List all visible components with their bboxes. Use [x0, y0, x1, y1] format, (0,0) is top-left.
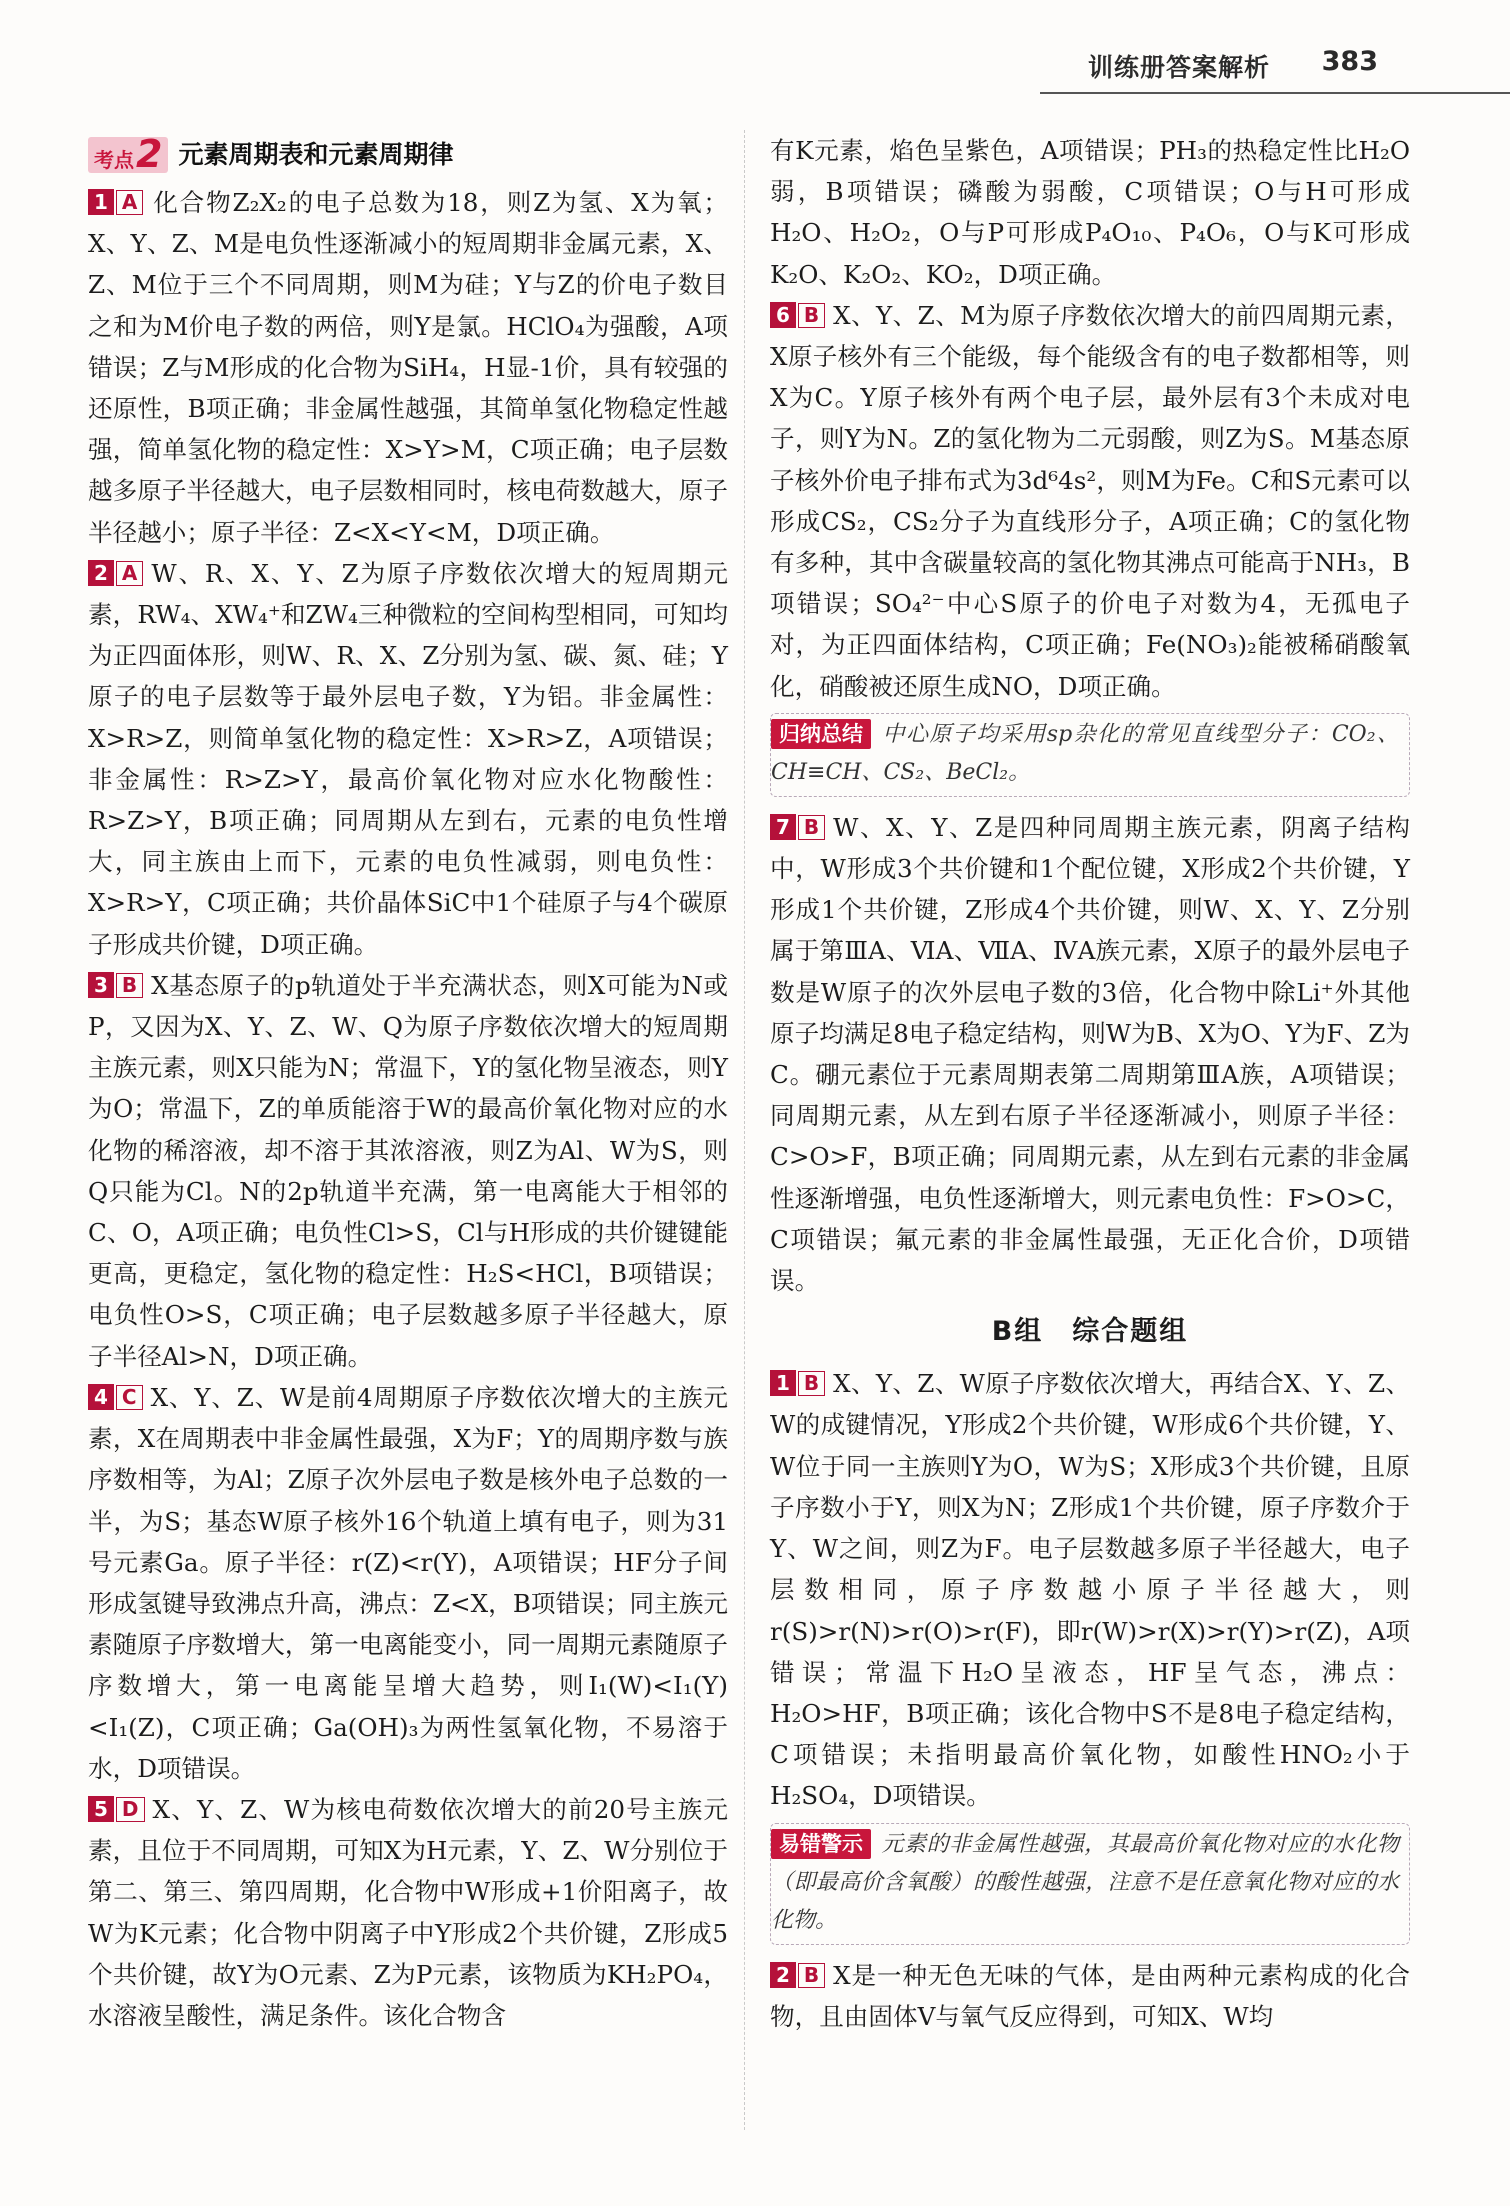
- question-text: X、Y、Z、W是前4周期原子序数依次增大的主族元素，X在周期表中非金属性最强，X为F；Y的周期序数与族序数相等，为Al；Z原子次外层电子数是核外电子总数的一半，为S；基态W原子核外16个轨道上填有电子，则为31号元素Ga。原子半径：r(Z)<r(Y)，A项错误；HF分子间形成氢键导致沸点升高，沸点：Z<X，B项错误；同主族元素随原子序数增大，第一电离能变小，同一周期元素随原子序数增大，第一电离能呈增大趋势，则I₁(W)<I₁(Y)<I₁(Z)，C项正确；Ga(OH)₃为两性氢氧化物，不易溶于水，D项错误。: [88, 1382, 728, 1783]
- question-text: X是一种无色无味的气体，是由两种元素构成的化合物，且由固体V与氧气反应得到，可知X、W均: [770, 1960, 1410, 2031]
- question-number: 2: [770, 1962, 796, 1988]
- question-number: 4: [88, 1384, 114, 1410]
- page-number: 383: [1321, 46, 1378, 77]
- section-heading: [88, 130, 728, 180]
- question-number: 6: [770, 302, 796, 328]
- question-number: 1: [770, 1370, 796, 1396]
- answer-label: D: [116, 1797, 145, 1822]
- group-b-heading: B组 综合题组: [991, 1316, 1189, 1348]
- note-text: 中心原子均采用sp杂化的常见直线型分子：CO₂、CH≡CH、CS₂、BeCl₂。: [771, 721, 1399, 785]
- question-4: [88, 1377, 728, 1789]
- header-title: 训练册答案解析: [1087, 53, 1270, 82]
- left-column: [88, 130, 728, 2036]
- question-3: [88, 965, 728, 1377]
- question-number: 3: [88, 972, 114, 998]
- question-number: 1: [88, 189, 114, 215]
- warning-note: [770, 1823, 1410, 1945]
- answer-label: A: [116, 561, 143, 586]
- question-5: [88, 1789, 728, 2036]
- summary-note: [770, 713, 1410, 797]
- question-text: W、X、Y、Z是四种同周期主族元素，阴离子结构中，W形成3个共价键和1个配位键，X形成2个共价键，Y形成1个共价键，Z形成4个共价键，则W、X、Y、Z分别属于第ⅢA、ⅥA、ⅦA、ⅣA族元素，X原子的最外层电子数是W原子的次外层电子数的3倍，化合物中除Li⁺外其他原子均满足8电子稳定结构，则W为B、X为O、Y为F、Z为C。硼元素位于元素周期表第二周期第ⅢA族，A项错误；同周期元素，从左到右原子半径逐渐减小，则原子半径：C>O>F，B项正确；同周期元素，从左到右元素的非金属性逐渐增强，电负性逐渐增大，则元素电负性：F>O>C，C项错误；氟元素的非金属性最强，无正化合价，D项错误。: [770, 812, 1410, 1296]
- question-text: 化合物Z₂X₂的电子总数为18，则Z为氢、X为氧；X、Y、Z、M是电负性逐渐减小的短周期非金属元素，X、Z、M位于三个不同周期，则M为硅；Y与Z的价电子数目之和为M价电子数的两倍，则Y是氯。HClO₄为强酸，A项错误；Z与M形成的化合物为SiH₄，H显-1价，具有较强的还原性，B项正确；非金属性越强，其简单氢化物稳定性越强，简单氢化物的稳定性：X>Y>M，C项正确；电子层数越多原子半径越大，电子层数相同时，核电荷数越大，原子半径越小；原子半径：Z<X<Y<M，D项正确。: [88, 188, 728, 547]
- section-badge-number: 2: [136, 132, 163, 176]
- question-text: X基态原子的p轨道处于半充满状态，则X可能为N或P，又因为X、Y、Z、W、Q为原子序数依次增大的短周期主族元素，则X只能为N；常温下，Y的氢化物呈液态，则Y为O；常温下，Z的单质能溶于W的最高价氧化物对应的水化物的稀溶液，却不溶于其浓溶液，则Z为Al、W为S，则Q只能为Cl。N的2p轨道半充满，第一电离能大于相邻的C、O，A项正确；电负性Cl>S，Cl与H形成的共价键键能更高，更稳定，氢化物的稳定性：H₂S<HCl，B项错误；电负性O>S，C项正确；电子层数越多原子半径越大，原子半径Al>N，D项正确。: [88, 970, 728, 1371]
- question-number: 5: [88, 1796, 114, 1822]
- group-b-question-2: [770, 1955, 1410, 2037]
- question-text: X、Y、Z、M为原子序数依次增大的前四周期元素，X原子核外有三个能级，每个能级含有的电子数都相等，则X为C。Y原子核外有两个电子层，最外层有3个未成对电子，则Y为N。Z的氢化物为二元弱酸，则Z为S。M基态原子核外价电子排布式为3d⁶4s²，则M为Fe。C和S元素可以形成CS₂，CS₂分子为直线形分子，A项正确；C的氢化物有多种，其中含碳量较高的氢化物其沸点可能高于NH₃，B项错误；SO₄²⁻中心S原子的价电子对数为4，无孤电子对，为正四面体结构，C项正确；Fe(NO₃)₂能被稀硝酸氧化，硝酸被还原生成NO，D项正确。: [770, 300, 1410, 701]
- answer-label: B: [116, 973, 143, 998]
- question-7: [770, 807, 1410, 1301]
- section-title: 元素周期表和元素周期律: [178, 140, 454, 170]
- question-5-continued: 有K元素，焰色呈紫色，A项错误；PH₃的热稳定性比H₂O弱，B项错误；磷酸为弱酸，C项错误；O与H可形成H₂O、H₂O₂，O与P可形成P₄O₁₀、P₄O₆，O与K可形成K₂O、K₂O₂、KO₂，D项正确。: [770, 136, 1410, 289]
- question-text: X、Y、Z、W为核电荷数依次增大的前20号主族元素，且位于不同周期，可知X为H元素，Y、Z、W分别位于第二、第三、第四周期，化合物中W形成+1价阳离子，故W为K元素；化合物中阴离子中Y形成2个共价键，Z形成5个共价键，故Y为O元素、Z为P元素，该物质为KH₂PO₄，水溶液呈酸性，满足条件。该化合物含: [88, 1794, 728, 2030]
- question-text: X、Y、Z、W原子序数依次增大，再结合X、Y、Z、W的成键情况，Y形成2个共价键，W形成6个共价键，Y、W位于同一主族则Y为O，W为S；X形成3个共价键，且原子序数小于Y，则X为N；Z形成1个共价键，原子序数介于Y、W之间，则Z为F。电子层数越多原子半径越大，电子层数相同，原子序数越小原子半径越大，则r(S)>r(N)>r(O)>r(F)，即r(W)>r(X)>r(Y)>r(Z)，A项错误；常温下H₂O呈液态，HF呈气态，沸点：H₂O>HF，B项正确；该化合物中S不是8电子稳定结构，C项错误；未指明最高价氧化物，如酸性HNO₂小于H₂SO₄，D项错误。: [770, 1369, 1410, 1811]
- answer-label: B: [798, 303, 825, 328]
- question-text: W、R、X、Y、Z为原子序数依次增大的短周期元素，RW₄、XW₄⁺和ZW₄三种微粒的空间构型相同，可知均为正四面体形，则W、R、X、Z分别为氢、碳、氮、硅；Y原子的电子层数等于最外层电子数，Y为铝。非金属性：X>R>Z，则简单氢化物的稳定性：X>R>Z，A项错误；非金属性：R>Z>Y，最高价氧化物对应水化物酸性：R>Z>Y，B项正确；同周期从左到右，元素的电负性增大，同主族由上而下，元素的电负性减弱，则电负性：X>R>Y，C项正确；共价晶体SiC中1个硅原子与4个碳原子形成共价键，D项正确。: [88, 558, 728, 959]
- header-rule: [1040, 92, 1510, 94]
- column-divider: [744, 130, 745, 2130]
- question-6: [770, 295, 1410, 707]
- answer-label: A: [116, 190, 143, 215]
- note-tag: 归纳总结: [771, 719, 871, 749]
- note-tag: 易错警示: [771, 1829, 871, 1859]
- answer-label: C: [116, 1385, 143, 1410]
- section-badge-text: 考点: [94, 148, 134, 172]
- page-header: [0, 0, 1510, 130]
- question-1: [88, 182, 728, 553]
- answer-label: B: [798, 815, 825, 840]
- question-number: 7: [770, 814, 796, 840]
- note-text: 元素的非金属性越强，其最高价氧化物对应的水化物（即最高价含氧酸）的酸性越强，注意不是任意氧化物对应的水化物。: [771, 1831, 1399, 1933]
- right-column: [770, 130, 1410, 2037]
- section-badge: [88, 132, 168, 176]
- question-2: [88, 553, 728, 965]
- answer-label: B: [798, 1371, 825, 1396]
- answer-label: B: [798, 1963, 825, 1988]
- group-b-question-1: [770, 1363, 1410, 1816]
- question-number: 2: [88, 560, 114, 586]
